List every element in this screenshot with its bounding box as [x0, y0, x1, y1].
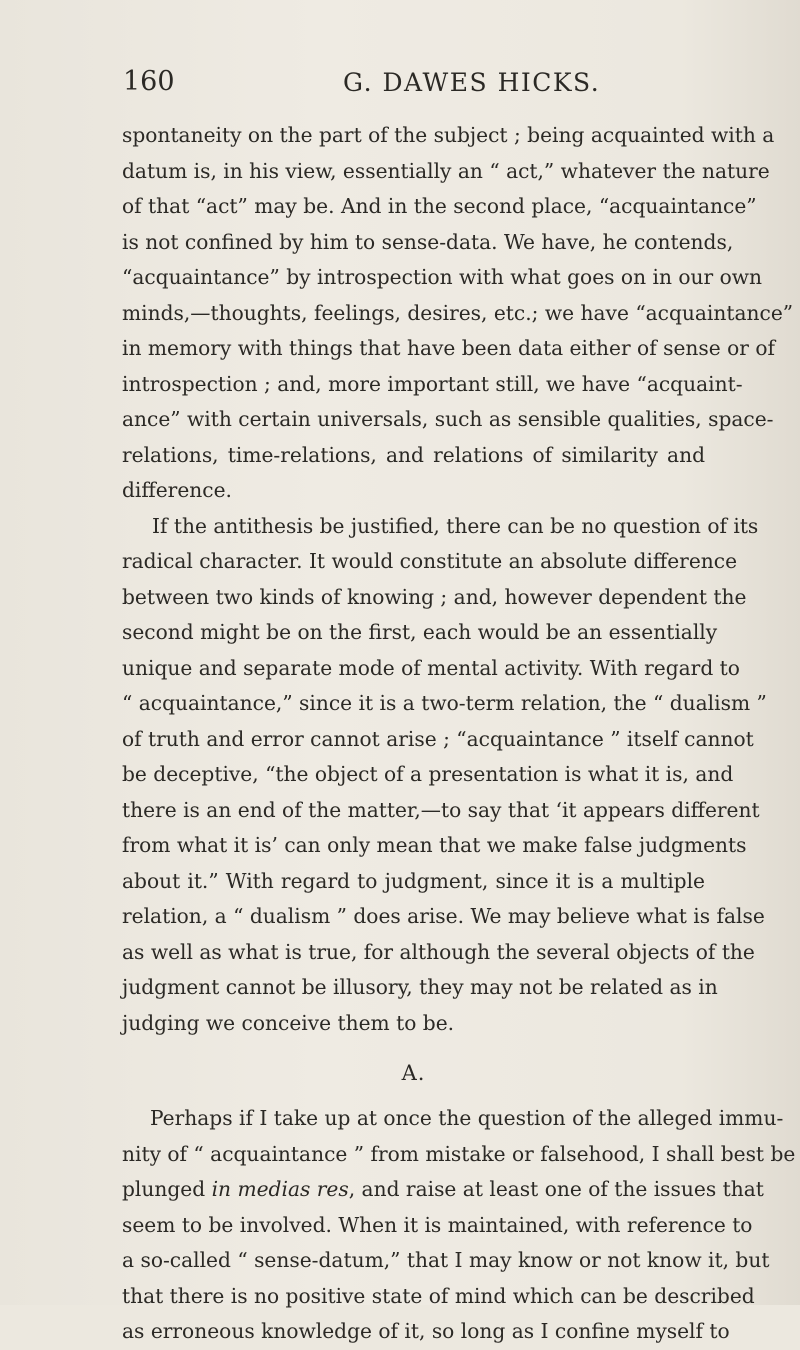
text-line: be deceptive, “the object of a presentation is what it is, and [122, 762, 734, 786]
text-line: in memory with things that have been data either of sense or of [122, 336, 775, 360]
text-line: judging we conceive them to be. [122, 1010, 455, 1035]
text-line: Perhaps if I take up at once the question of the alleged immu- [150, 1106, 784, 1130]
body-text [122, 118, 796, 1350]
text-line: from what it is’ can only mean that we make false judgments [122, 833, 747, 857]
text-line: about it.” With regard to judgment, since it is a multiple [122, 868, 705, 893]
text-line: “acquaintance” by introspection with what goes on in our own [122, 265, 763, 289]
text-line: minds,—thoughts, feelings, desires, etc.; we have “acquaintance” [122, 300, 794, 325]
text-line: introspection ; and, more important still, we have “acquaint- [122, 371, 743, 396]
text-line [122, 1172, 764, 1208]
text-line: of that “act” may be. And in the second place, “acquaintance” [122, 194, 757, 218]
text-line: as well as what is true, for although the several objects of the [122, 939, 755, 964]
section-heading: A. [401, 1061, 426, 1085]
text-line: spontaneity on the part of the subject ; being acquainted with a [122, 123, 775, 147]
text-line: unique and separate mode of mental activity. With regard to [122, 655, 740, 680]
paragraph-3 [122, 1101, 796, 1350]
paragraph-1 [122, 118, 794, 509]
text-line: is not confined by him to sense-data. We have, he contends, [122, 229, 734, 254]
text-line: nity of “ acquaintance ” from mistake or falsehood, I shall best be [122, 1141, 796, 1166]
text-line: there is an end of the matter,—to say that ‘it appears different [122, 797, 760, 822]
text-fragment: plunged [122, 1177, 212, 1201]
text-line: radical character. It would constitute an absolute difference [122, 549, 738, 573]
text-line: If the antithesis be justified, there can be no question of its [152, 513, 759, 538]
text-line: seem to be involved. When it is maintained, with reference to [122, 1212, 753, 1237]
running-head: G. DAWES HICKS. [343, 68, 601, 97]
paragraph-2 [122, 509, 767, 1042]
text-line: datum is, in his view, essentially an “ act,” whatever the nature [122, 158, 770, 183]
text-line: relations, time-relations, and relations of similarity and [122, 442, 705, 467]
text-line: of truth and error cannot arise ; “acquaintance ” itself cannot [122, 726, 754, 751]
text-line: judgment cannot be illusory, they may not be related as in [122, 975, 718, 999]
text-line: a so-called “ sense-datum,” that I may know or not know it, but [122, 1248, 770, 1272]
text-line: as erroneous knowledge of it, so long as I confine myself to [122, 1319, 730, 1343]
text-fragment: , and raise at least one of the issues that [348, 1177, 764, 1201]
text-line: “ acquaintance,” since it is a two-term relation, the “ dualism ” [122, 691, 767, 715]
latin-phrase: in medias res [211, 1177, 349, 1201]
page-header [123, 66, 650, 106]
page-number: 160 [123, 66, 175, 97]
text-line: between two kinds of knowing ; and, however dependent the [122, 584, 747, 609]
text-line: that there is no positive state of mind which can be described [122, 1283, 755, 1308]
text-line: relation, a “ dualism ” does arise. We may believe what is false [122, 904, 765, 928]
text-line: second might be on the first, each would be an essentially [122, 620, 718, 644]
text-line: difference. [122, 478, 232, 502]
text-line: ance” with certain universals, such as sensible qualities, space- [122, 407, 774, 431]
